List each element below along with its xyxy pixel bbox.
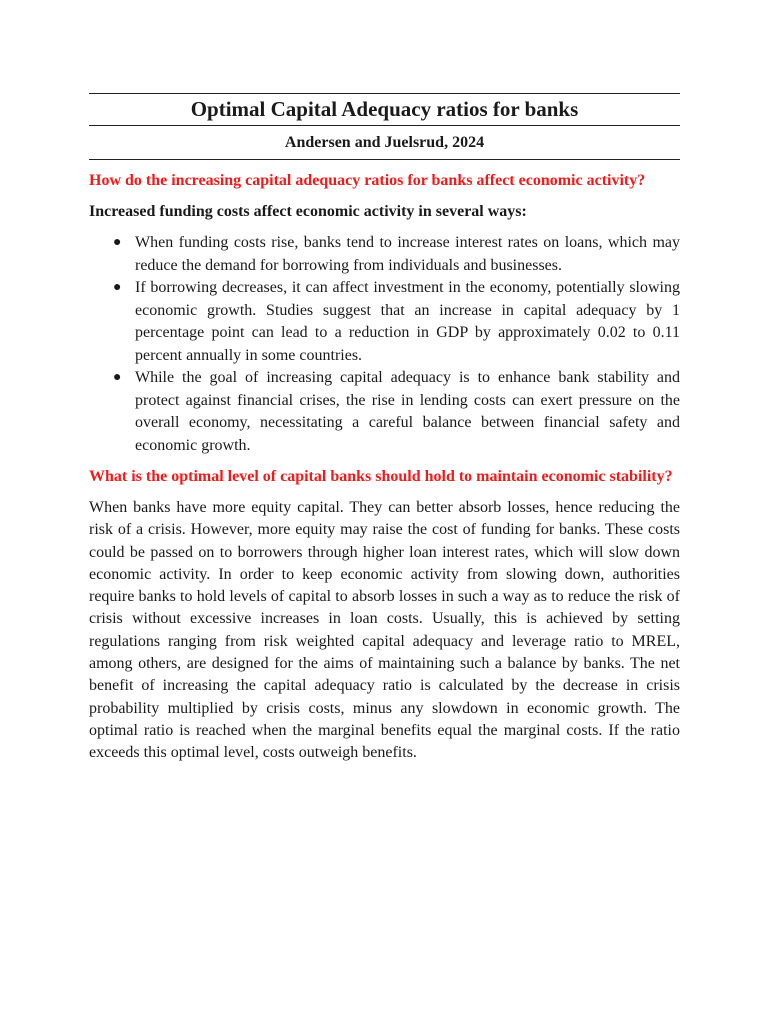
body-paragraph: When banks have more equity capital. They can better absorb losses, hence reducing the risk of a crisis. However, more equity may raise the cost of funding for banks. These costs could be passed on to borrowers through higher loan interest rates, which will slow down economic activity. In order to keep economic activity from slowing down, authorities require banks to hold levels of capital to absorb losses in such a way as to reduce the risk of crisis without excessive increases in loan costs. Usually, this is achieved by setting regulations ranging from risk weighted capital adequacy and leverage ratio to MREL, among others, are designed for the aims of maintaining such a balance by banks. The net benefit of increasing the capital adequacy ratio is calculated by the decrease in crisis probability multiplied by crisis costs, minus any slowdown in economic growth. The optimal ratio is reached when the marginal benefits equal the marginal costs. If the ratio exceeds this optimal level, costs outweigh benefits. [89, 499, 680, 762]
bullet-icon: ● [113, 370, 122, 385]
document-page [89, 93, 680, 765]
list-item [89, 367, 680, 457]
lead-in-text: Increased funding costs affect economic activity in several ways: [89, 203, 527, 220]
list-item [89, 232, 680, 277]
bullet-icon: ● [113, 280, 122, 295]
list-item-text: If borrowing decreases, it can affect investment in the economy, potentially slowing economic growth. Studies suggest that an increase in capital adequacy by 1 percentage point can lead to a reduction in GDP by approximately 0.02 to 0.11 percent annually in some countries. [135, 279, 680, 364]
bullet-list [89, 232, 680, 457]
bullet-icon: ● [113, 235, 122, 250]
list-item-text: While the goal of increasing capital adequacy is to enhance bank stability and protect against financial crises, the rise in lending costs can exert pressure on the overall economy, necessitating a careful balance between financial safety and economic growth. [135, 369, 680, 454]
question-heading-2: What is the optimal level of capital banks should hold to maintain economic stability? [89, 468, 673, 485]
list-item-text: When funding costs rise, banks tend to increase interest rates on loans, which may reduce the demand for borrowing from individuals and businesses. [135, 234, 680, 274]
document-title: Optimal Capital Adequacy ratios for banks [190, 97, 579, 121]
question-heading-1: How do the increasing capital adequacy ratios for banks affect economic activity? [89, 172, 646, 189]
list-item [89, 277, 680, 367]
authors-line: Andersen and Juelsrud, 2024 [284, 134, 485, 151]
authors-rule [89, 159, 680, 160]
